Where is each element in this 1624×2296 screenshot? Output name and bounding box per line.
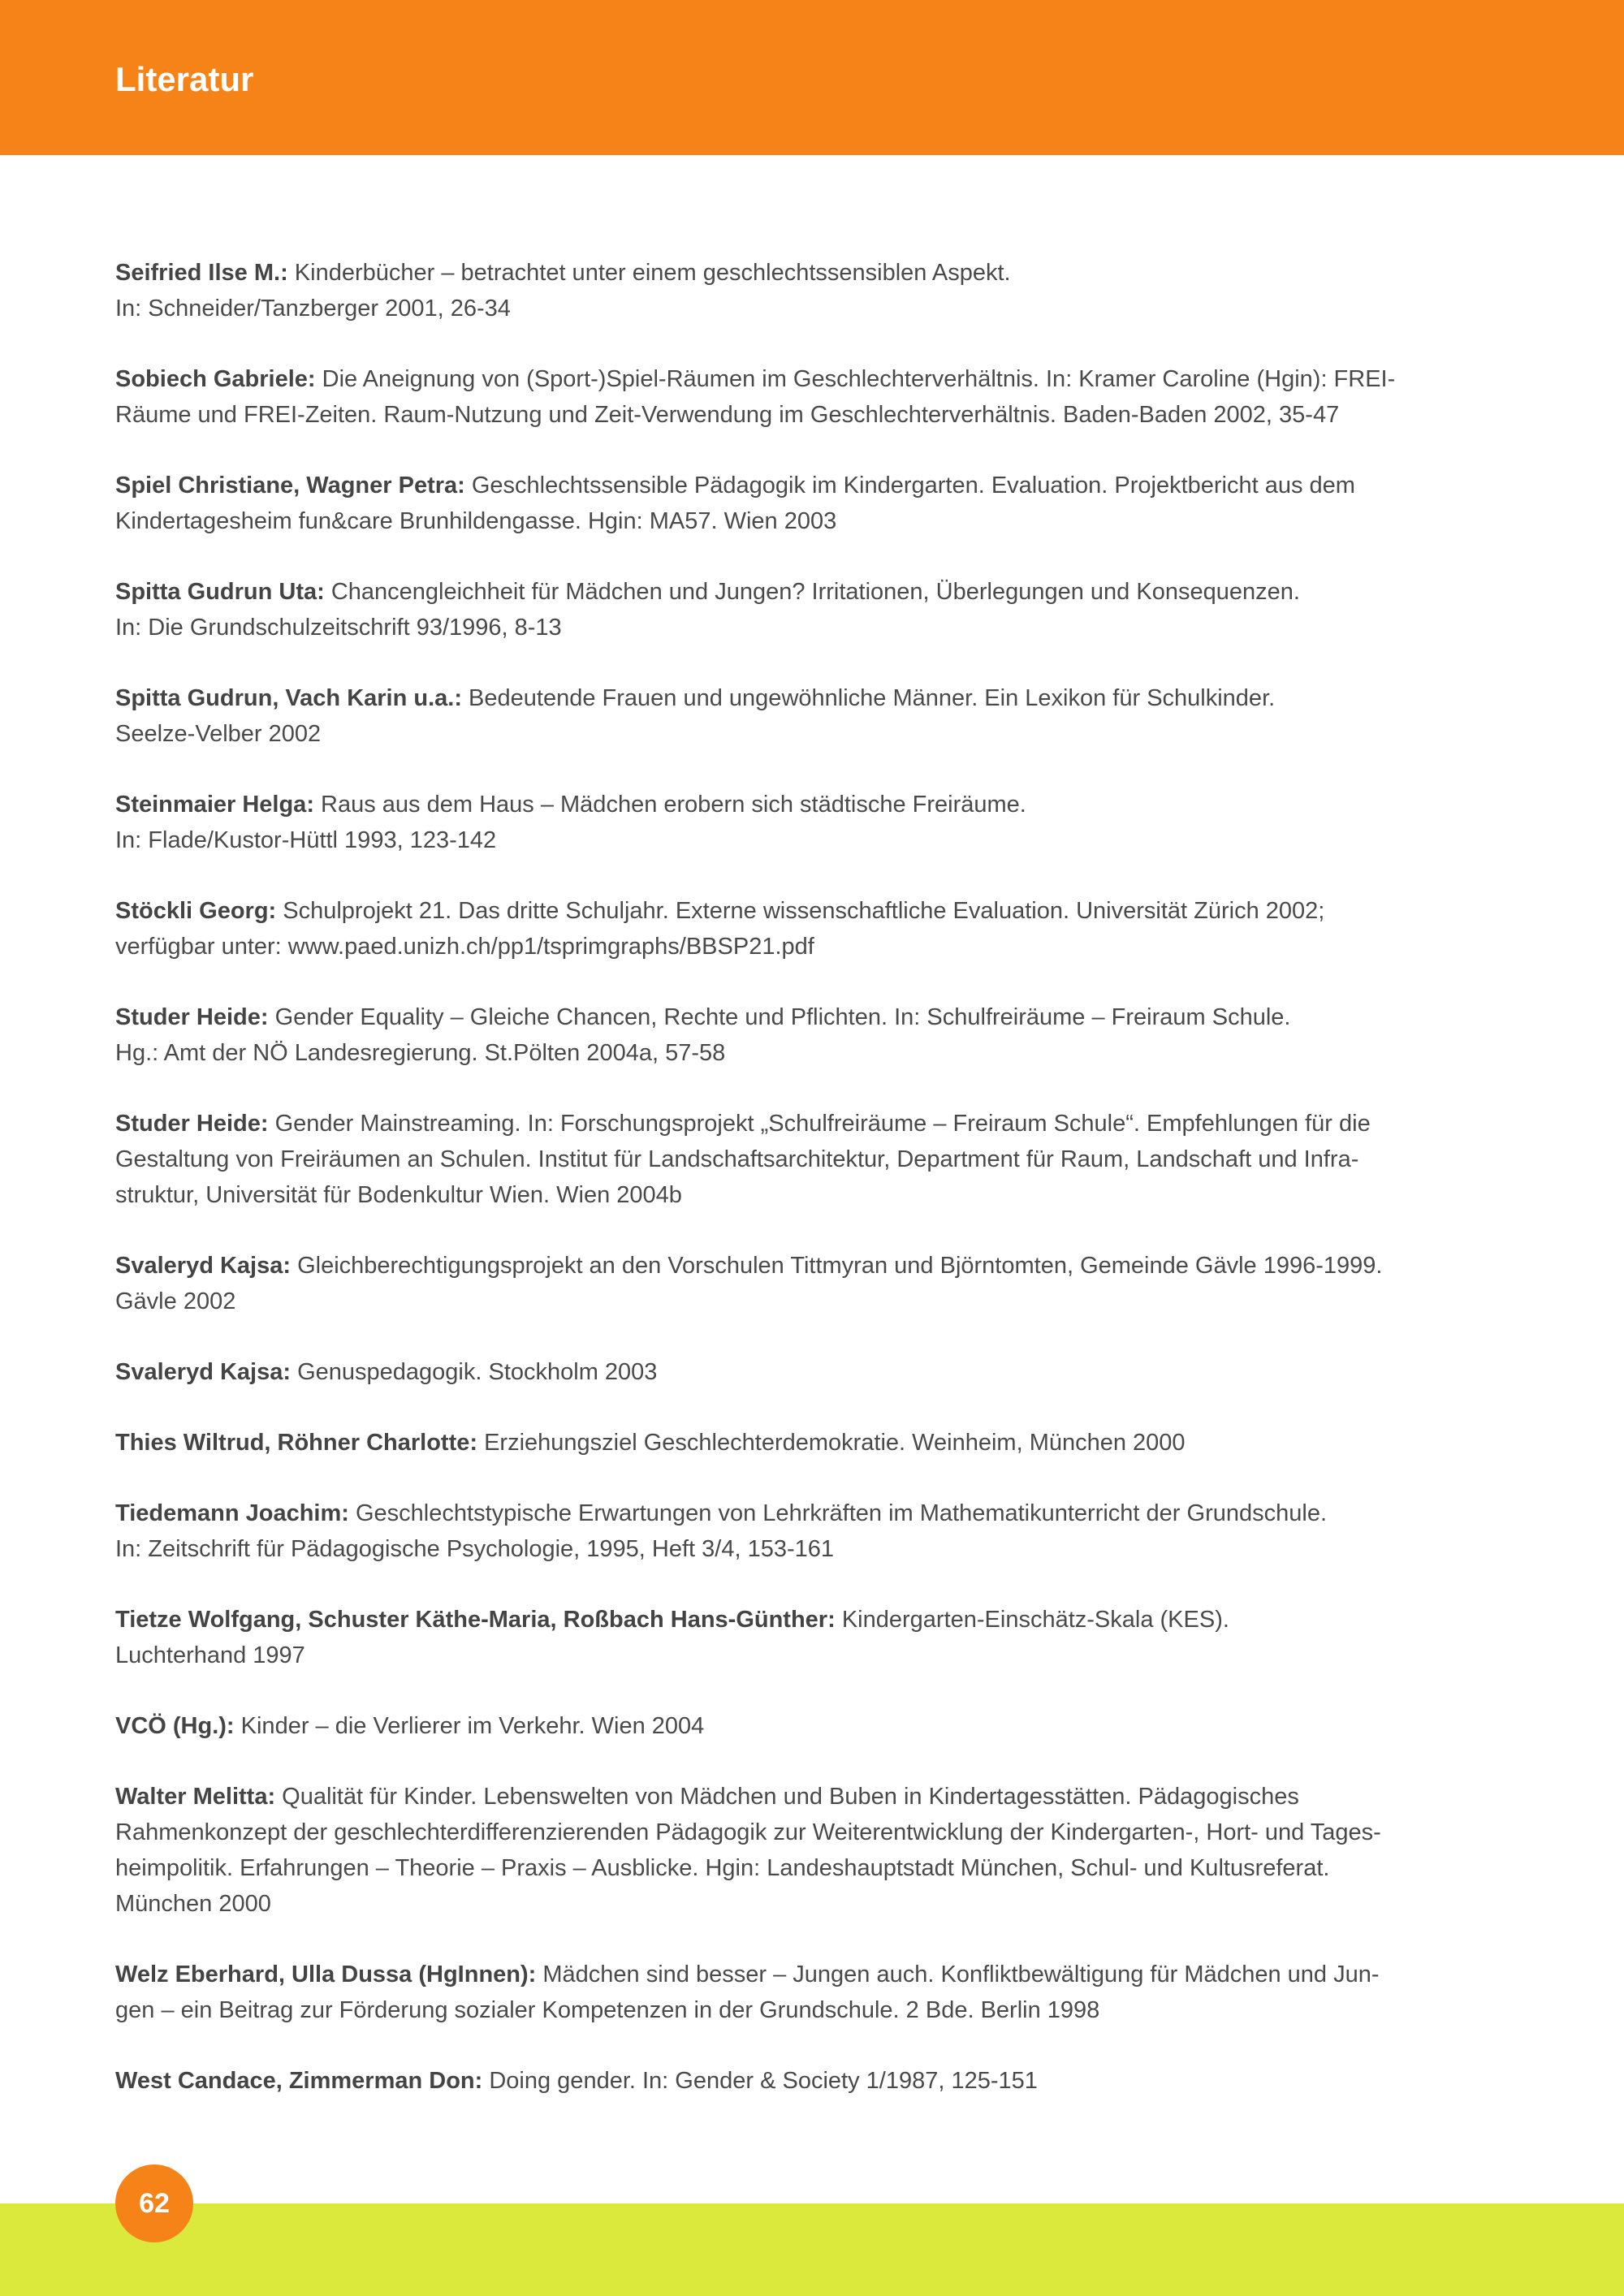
bibliography-entry xyxy=(115,787,1463,858)
entry-text: verfügbar unter: www.paed.unizh.ch/pp1/tsprimgraphs/BBSP21.pdf xyxy=(115,934,814,960)
entry-author: Spitta Gudrun Uta: xyxy=(115,579,325,605)
bibliography-entry xyxy=(115,1425,1463,1461)
entry-text: In: Die Grundschulzeitschrift 93/1996, 8-13 xyxy=(115,615,562,641)
page-title: Literatur xyxy=(115,60,254,98)
entry-text: In: Flade/Kustor-Hüttl 1993, 123-142 xyxy=(115,827,497,853)
entry-text: Kindertagesheim fun&care Brunhildengasse. Hgin: MA57. Wien 2003 xyxy=(115,508,837,534)
bibliography-entry xyxy=(115,1779,1463,1922)
entry-author: Tietze Wolfgang, Schuster Käthe-Maria, Roßbach Hans-Günther: xyxy=(115,1607,836,1633)
entry-text: Bedeutende Frauen und ungewöhnliche Männer. Ein Lexikon für Schulkinder. xyxy=(462,685,1276,711)
page-header xyxy=(0,0,1624,155)
entry-text: Hg.: Amt der NÖ Landesregierung. St.Pölten 2004a, 57-58 xyxy=(115,1040,726,1066)
entry-text: heimpolitik. Erfahrungen – Theorie – Praxis – Ausblicke. Hgin: Landeshauptstadt München, Schul- und Kultusreferat. xyxy=(115,1855,1330,1881)
bibliography-entry xyxy=(115,2063,1463,2099)
entry-author: Studer Heide: xyxy=(115,1004,269,1030)
entry-text: München 2000 xyxy=(115,1891,271,1917)
entry-text: Gestaltung von Freiräumen an Schulen. Institut für Landschaftsarchitektur, Department für Raum, Landschaft und Infra- xyxy=(115,1146,1359,1172)
entry-text: Geschlechtstypische Erwartungen von Lehrkräften im Mathematikunterricht der Grundschule. xyxy=(348,1500,1328,1526)
entry-text: Schulprojekt 21. Das dritte Schuljahr. Externe wissenschaftliche Evaluation. Universität Zürich 2002; xyxy=(276,898,1325,924)
bibliography-entry xyxy=(115,468,1463,539)
bibliography-list xyxy=(115,255,1463,2134)
entry-text: Kinderbücher – betrachtet unter einem geschlechtssensiblen Aspekt. xyxy=(287,260,1011,286)
entry-author: Walter Melitta: xyxy=(115,1784,276,1810)
entry-text: Qualität für Kinder. Lebenswelten von Mädchen und Buben in Kindertagesstätten. Pädagogisches xyxy=(275,1784,1299,1810)
entry-text: Kindergarten-Einschätz-Skala (KES). xyxy=(835,1607,1229,1633)
entry-text: In: Zeitschrift für Pädagogische Psychologie, 1995, Heft 3/4, 153-161 xyxy=(115,1536,835,1562)
page-number-badge: 62 xyxy=(115,2164,193,2242)
entry-text: Genuspedagogik. Stockholm 2003 xyxy=(291,1359,658,1385)
entry-author: Welz Eberhard, Ulla Dussa (HgInnen): xyxy=(115,1962,537,1987)
entry-text: Gender Mainstreaming. In: Forschungsprojekt „Schulfreiräume – Freiraum Schule“. Empfehlungen für die xyxy=(268,1111,1371,1137)
entry-author: Tiedemann Joachim: xyxy=(115,1500,349,1526)
bibliography-entry xyxy=(115,1957,1463,2028)
bibliography-entry xyxy=(115,893,1463,965)
entry-text: Doing gender. In: Gender & Society 1/1987, 125-151 xyxy=(482,2068,1038,2094)
bibliography-entry xyxy=(115,574,1463,645)
footer-bar xyxy=(0,2203,1624,2296)
bibliography-entry xyxy=(115,1248,1463,1319)
entry-text: struktur, Universität für Bodenkultur Wien. Wien 2004b xyxy=(115,1182,682,1208)
entry-author: Spitta Gudrun, Vach Karin u.a.: xyxy=(115,685,462,711)
entry-text: In: Schneider/Tanzberger 2001, 26-34 xyxy=(115,296,511,322)
entry-text: Chancengleichheit für Mädchen und Jungen? Irritationen, Überlegungen und Konsequenzen. xyxy=(324,579,1300,605)
entry-author: Seifried Ilse M.: xyxy=(115,260,288,286)
entry-text: Mädchen sind besser – Jungen auch. Konfliktbewältigung für Mädchen und Jun- xyxy=(536,1962,1380,1987)
entry-text: Kinder – die Verlierer im Verkehr. Wien 2004 xyxy=(234,1713,705,1739)
entry-author: Svaleryd Kajsa: xyxy=(115,1253,292,1279)
bibliography-entry xyxy=(115,1106,1463,1213)
entry-author: Sobiech Gabriele: xyxy=(115,366,316,392)
entry-author: Steinmaier Helga: xyxy=(115,792,314,818)
bibliography-entry xyxy=(115,1354,1463,1390)
entry-text: Gender Equality – Gleiche Chancen, Rechte und Pflichten. In: Schulfreiräume – Freiraum Schule. xyxy=(268,1004,1291,1030)
entry-author: Svaleryd Kajsa: xyxy=(115,1359,292,1385)
entry-text: Rahmenkonzept der geschlechterdifferenzierenden Pädagogik zur Weiterentwicklung der Kindergarten-, Hort- und Tages- xyxy=(115,1819,1381,1845)
entry-text: Luchterhand 1997 xyxy=(115,1642,305,1668)
entry-text: Räume und FREI-Zeiten. Raum-Nutzung und Zeit-Verwendung im Geschlechterverhältnis. Baden-Baden 2002, 35-47 xyxy=(115,402,1340,428)
entry-author: Spiel Christiane, Wagner Petra: xyxy=(115,473,465,498)
entry-text: Die Aneignung von (Sport-)Spiel-Räumen im Geschlechterverhältnis. In: Kramer Caroline (Hgin): FREI- xyxy=(315,366,1396,392)
bibliography-entry xyxy=(115,255,1463,326)
entry-author: Studer Heide: xyxy=(115,1111,269,1137)
bibliography-entry xyxy=(115,1602,1463,1673)
entry-text: Gleichberechtigungsprojekt an den Vorschulen Tittmyran und Björntomten, Gemeinde Gävle 1996-1999. xyxy=(291,1253,1383,1279)
entry-text: Raus aus dem Haus – Mädchen erobern sich städtische Freiräume. xyxy=(313,792,1026,818)
entry-text: Erziehungsziel Geschlechterdemokratie. Weinheim, München 2000 xyxy=(477,1430,1186,1456)
bibliography-entry xyxy=(115,1708,1463,1744)
bibliography-entry xyxy=(115,1495,1463,1567)
entry-author: Stöckli Georg: xyxy=(115,898,277,924)
entry-text: Seelze-Velber 2002 xyxy=(115,721,322,747)
entry-text: gen – ein Beitrag zur Förderung sozialer Kompetenzen in der Grundschule. 2 Bde. Berlin 1998 xyxy=(115,1997,1100,2023)
entry-author: Thies Wiltrud, Röhner Charlotte: xyxy=(115,1430,478,1456)
entry-text: Geschlechtssensible Pädagogik im Kindergarten. Evaluation. Projektbericht aus dem xyxy=(464,473,1355,498)
entry-author: VCÖ (Hg.): xyxy=(115,1713,235,1739)
entry-author: West Candace, Zimmerman Don: xyxy=(115,2068,483,2094)
bibliography-entry xyxy=(115,680,1463,752)
bibliography-entry xyxy=(115,361,1463,433)
entry-text: Gävle 2002 xyxy=(115,1288,236,1314)
bibliography-entry xyxy=(115,999,1463,1071)
